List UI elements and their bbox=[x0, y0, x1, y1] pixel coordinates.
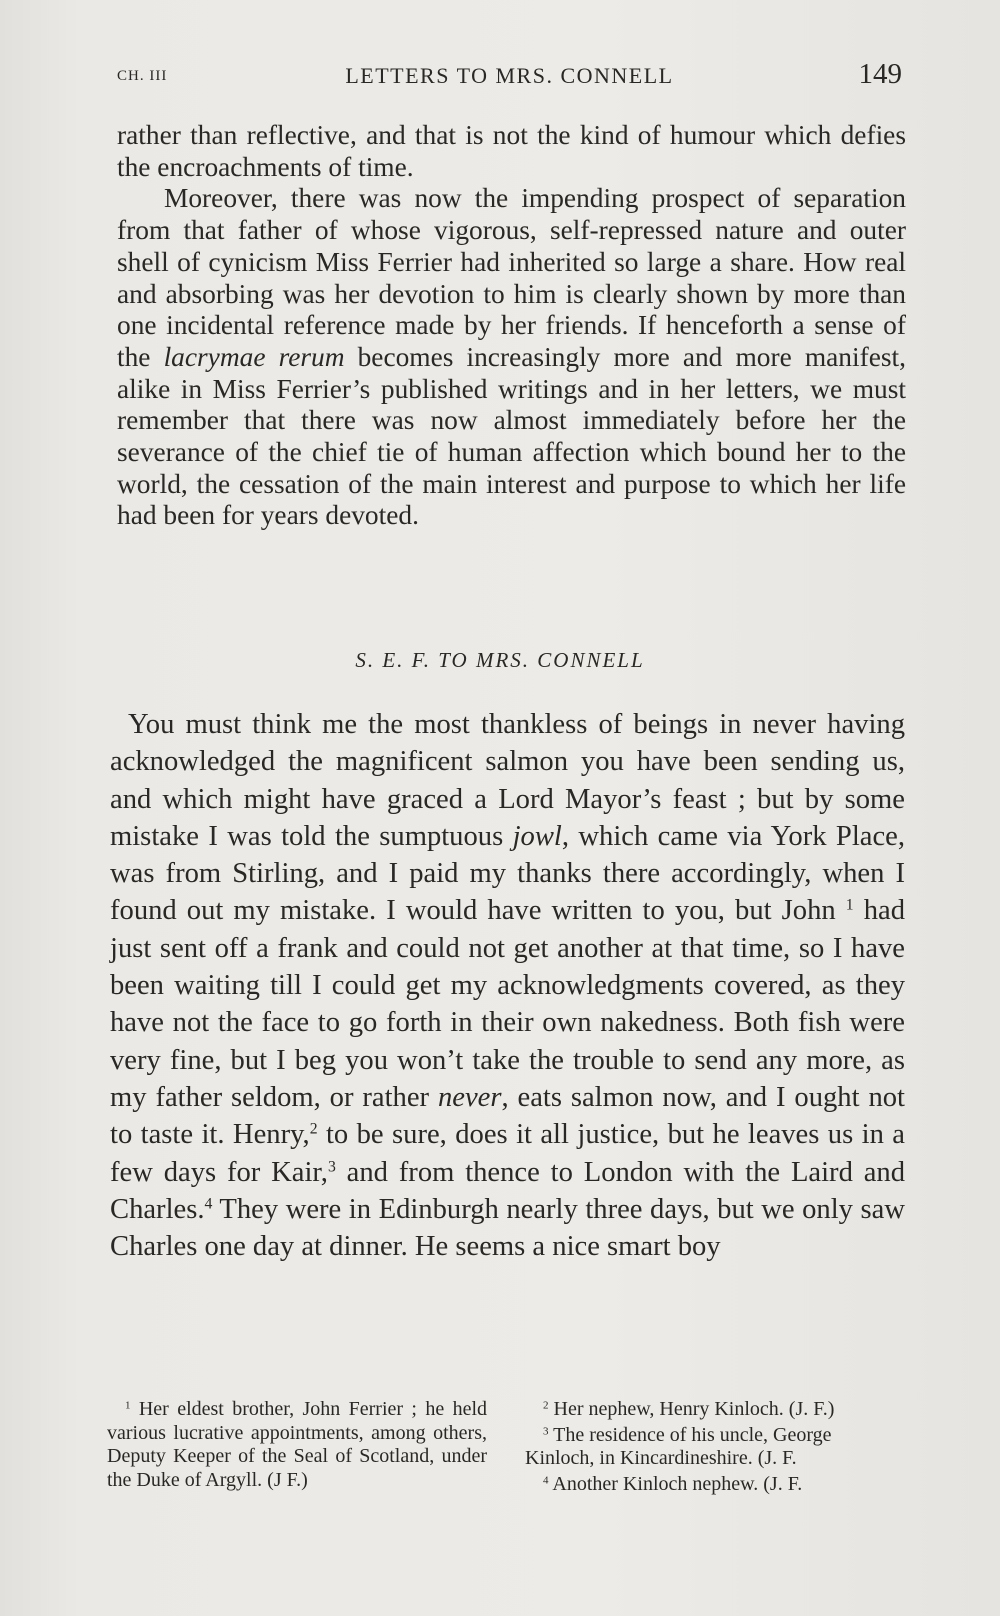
footnote-mark: 4 bbox=[543, 1473, 549, 1486]
footnotes-right-column bbox=[525, 1398, 905, 1496]
latin-phrase: lacrymae rerum bbox=[163, 341, 345, 372]
intro-paragraph-2 bbox=[117, 183, 906, 532]
letter-heading: S. E. F. TO MRS. CONNELL bbox=[355, 648, 645, 672]
page-number: 149 bbox=[858, 58, 902, 90]
footnote-ref-1[interactable]: 1 bbox=[845, 897, 854, 915]
footnote-mark: 2 bbox=[543, 1399, 549, 1412]
letter-text-run: had just sent off a frank and could not get another at that time, so I have been waiting till I could get my acknowledgments covered, as they have not the face to go forth in their own nakedness. Both fish were very fine, but I beg you won’t take the trouble to send any more, as my father seldom, or rather bbox=[110, 895, 905, 1113]
letter-paragraph bbox=[110, 706, 905, 1265]
footnote-ref-4[interactable]: 4 bbox=[204, 1195, 213, 1213]
intro-text bbox=[117, 120, 906, 532]
letter-text-run: You must think me the most thankless of beings in never having acknowledged the magnificent salmon you have been sending us, and which might have graced a Lord Mayor’s feast ; but by some mistake I was told the sumptuous bbox=[110, 709, 905, 852]
letter-text-run: They were in Edinburgh nearly three days, but we only saw Charles one day at dinner. He seems a nice smart boy bbox=[110, 1193, 905, 1263]
footnote-1 bbox=[107, 1398, 487, 1492]
footnotes-left-column bbox=[107, 1398, 487, 1492]
letter-italic: never bbox=[437, 1081, 502, 1113]
intro-text-run: becomes increasingly more and more manifest, alike in Miss Ferrier’s published writings and in her letters, we must remember that there was now almost immediately before her the severance of the chief tie of human affection which bound her to the world, the cessation of the main interest and purpose to which her life had been for years devoted. bbox=[117, 341, 906, 531]
intro-paragraph-1: rather than reflective, and that is not the kind of humour which defies the encroachments of time. bbox=[117, 120, 906, 182]
footnote-text: The residence of his uncle, George Kinloch, in Kincardineshire. (J. F. bbox=[525, 1423, 832, 1469]
footnote-text: Her eldest brother, John Ferrier ; he held various lucrative appointments, among others, Deputy Keeper of the Seal of Scotland, under the Duke of Argyll. (J F.) bbox=[107, 1398, 487, 1491]
intro-text-run: Moreover, there was now the impending prospect of separation from that father of whose vigorous, self-repressed nature and outer shell of cynicism Miss Ferrier had inherited so large a share. How real and absorbing was her devotion to him is clearly shown by more than one incidental reference made by her friends. If henceforth a sense of the bbox=[117, 183, 906, 372]
footnote-text: Another Kinloch nephew. (J. F. bbox=[552, 1472, 803, 1495]
footnote-4 bbox=[525, 1473, 905, 1497]
footnote-2 bbox=[525, 1398, 905, 1422]
letter-body bbox=[110, 706, 905, 1265]
chapter-label: CH. III bbox=[117, 68, 168, 84]
running-header bbox=[117, 58, 902, 98]
letter-text-run: and from thence to London with the Laird and Charles. bbox=[110, 1156, 906, 1225]
letter-text-run: to be sure, does it all justice, but he leaves us in a few days for Kair, bbox=[110, 1119, 905, 1188]
letter-text-run: , which came via York Place, was from Stirling, and I paid my thanks there accordingly, when I found out my mistake. I would have written to you, but John bbox=[110, 820, 905, 927]
footnote-ref-2[interactable]: 2 bbox=[309, 1120, 318, 1138]
footnote-3 bbox=[525, 1424, 905, 1471]
letter-italic: jowl bbox=[512, 820, 562, 852]
footnote-mark: 3 bbox=[543, 1424, 549, 1437]
letter-text-run: , eats salmon now, and I ought not to taste it. Henry, bbox=[110, 1081, 905, 1151]
running-title: LETTERS TO MRS. CONNELL bbox=[345, 63, 674, 88]
footnote-mark: 1 bbox=[125, 1399, 131, 1412]
footnote-ref-3[interactable]: 3 bbox=[327, 1158, 336, 1176]
footnote-text: Her nephew, Henry Kinloch. (J. F.) bbox=[553, 1398, 835, 1420]
